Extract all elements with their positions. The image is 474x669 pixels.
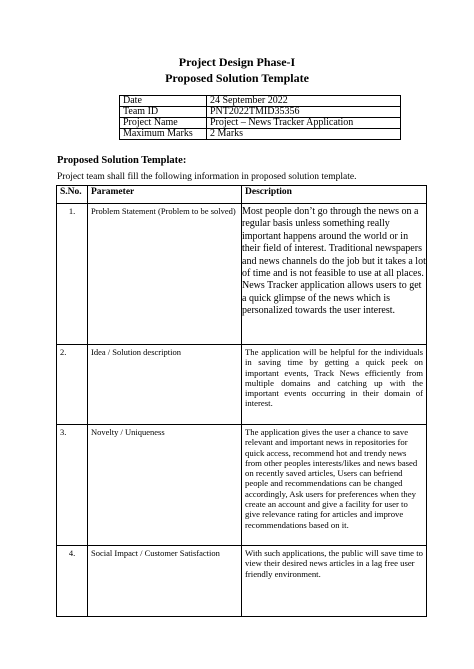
header-parameter: Parameter xyxy=(88,186,242,204)
row-parameter: Social Impact / Customer Satisfaction xyxy=(88,546,242,617)
page-subtitle: Proposed Solution Template xyxy=(165,71,309,85)
info-row-project-name xyxy=(120,118,401,129)
info-row-team-id xyxy=(120,107,401,118)
row-description: With such applications, the public will save time to view their desired news articles in a lag free user friendly environment. xyxy=(242,546,427,617)
info-label: Maximum Marks xyxy=(120,129,207,140)
section-heading: Proposed Solution Template: xyxy=(57,155,187,166)
info-label: Team ID xyxy=(120,107,207,118)
row-parameter: Idea / Solution description xyxy=(88,345,242,425)
solution-table xyxy=(56,185,427,617)
header-sno: S.No. xyxy=(57,186,88,204)
info-value: 24 September 2022 xyxy=(207,96,401,107)
info-row-date xyxy=(120,96,401,107)
page-title: Project Design Phase-I xyxy=(178,55,296,69)
info-value: Project – News Tracker Application xyxy=(207,118,401,129)
row-parameter: Novelty / Uniqueness xyxy=(88,425,242,546)
table-row xyxy=(57,204,427,345)
row-sno: 4. xyxy=(57,546,88,617)
table-row xyxy=(57,425,427,546)
row-sno: 1. xyxy=(57,204,88,345)
header-description: Description xyxy=(242,186,427,204)
row-sno: 3. xyxy=(57,425,88,546)
intro-text: Project team shall fill the following information in proposed solution template. xyxy=(57,172,357,182)
row-description: The application gives the user a chance to save relevant and important news in repositories for quick access, recommend hot and trendy news from other peoples interests/likes and news based on recently saved articles, Users can befriend people and recommendations can be changed accordingly, Ask users for preferences when they create an account and give a facility for user to give relevance rating for articles and improve recommendations based on it. xyxy=(242,425,427,546)
info-label: Date xyxy=(120,96,207,107)
table-header-row xyxy=(57,186,427,204)
info-value: PNT2022TMID35356 xyxy=(207,107,401,118)
info-value: 2 Marks xyxy=(207,129,401,140)
table-row xyxy=(57,546,427,617)
table-row xyxy=(57,345,427,425)
row-description: The application will be helpful for the individuals in saving time by getting a quick peek on important events, Track News efficiently from multiple domains and catching up with the important events occurring in their domain of interest. xyxy=(242,345,427,425)
info-label: Project Name xyxy=(120,118,207,129)
row-sno: 2. xyxy=(57,345,88,425)
row-description: Most people don’t go through the news on a regular basis unless something really important happens around the world or in their field of interest. Traditional newspapers and news channels do the job but it takes a lot of time and is not feasible to use at all places. News Tracker application allows users to get a quick glimpse of the news which is personalized towards the user interest. xyxy=(242,204,427,345)
row-parameter: Problem Statement (Problem to be solved) xyxy=(88,204,242,345)
info-row-max-marks xyxy=(120,129,401,140)
project-info-table xyxy=(119,95,401,140)
